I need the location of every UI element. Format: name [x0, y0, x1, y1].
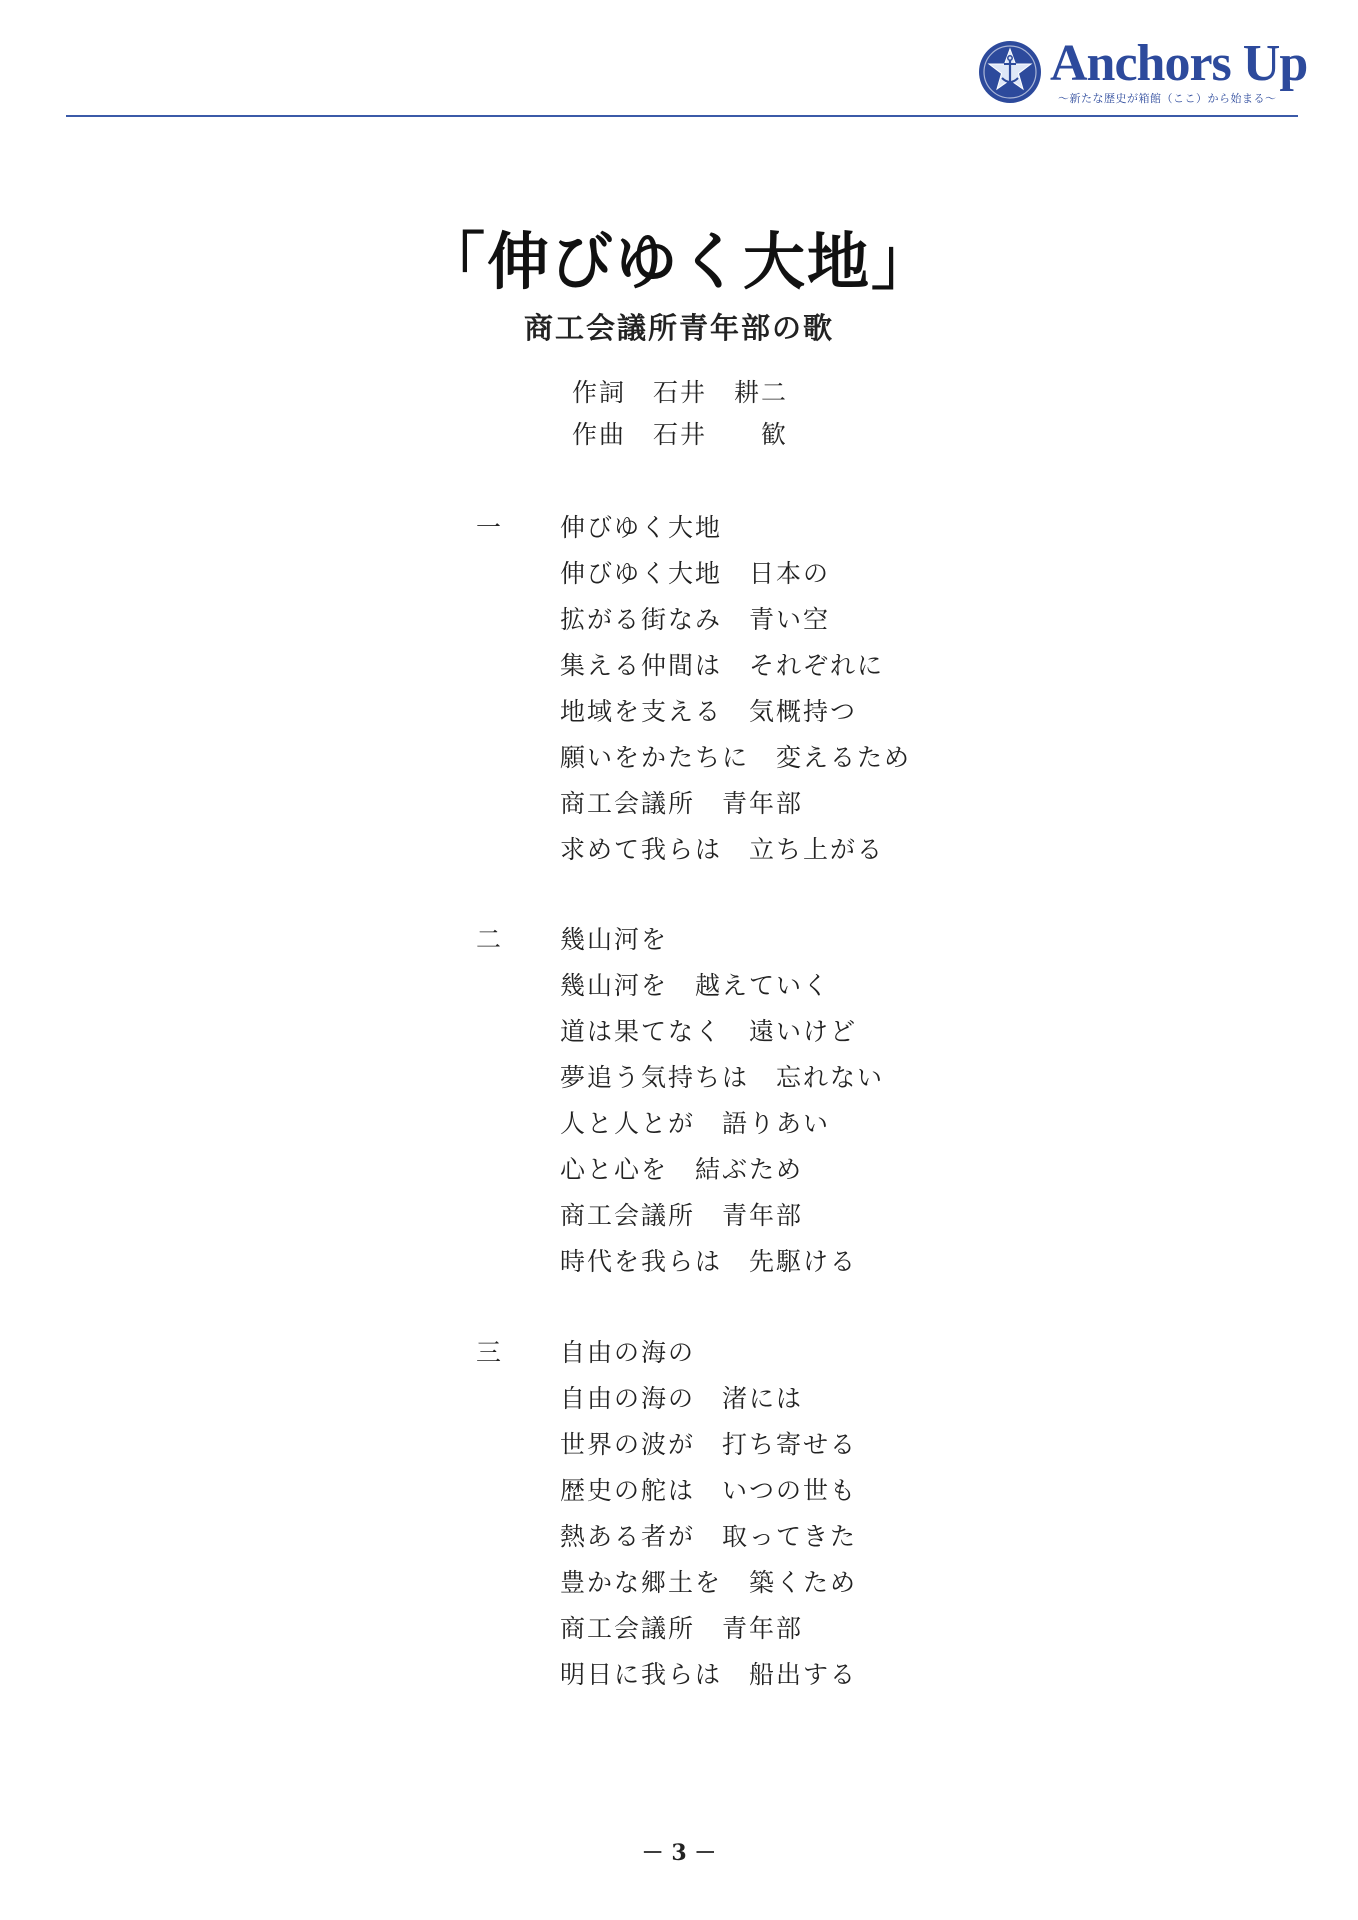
verse-number: 二: [476, 925, 502, 954]
lyric-line: 求めて我らは 立ち上がる: [560, 835, 885, 864]
lyric-line: 商工会議所 青年部: [560, 789, 804, 818]
lyric-line: 道は果てなく 遠いけど: [560, 1017, 858, 1046]
lyric-line: 心と心を 結ぶため: [560, 1155, 804, 1184]
anchor-star-emblem-icon: [978, 40, 1042, 104]
lyric-line: 伸びゆく大地: [560, 513, 723, 542]
logo-wordmark: Anchors Up: [1050, 35, 1308, 92]
lyric-line: 自由の海の: [560, 1338, 696, 1367]
lyric-line: 世界の波が 打ち寄せる: [560, 1430, 858, 1459]
page-number: － 3 －: [641, 1840, 717, 1866]
header-logo: [978, 35, 1308, 108]
lyric-line: 豊かな郷土を 築くため: [560, 1568, 858, 1597]
verse-number: 一: [476, 513, 502, 542]
lyric-line: 幾山河を 越えていく: [560, 971, 831, 1000]
lyric-line: 集える仲間は それぞれに: [560, 651, 885, 680]
lyric-line: 熱ある者が 取ってきた: [560, 1522, 858, 1551]
lyric-line: 時代を我らは 先駆ける: [560, 1247, 858, 1276]
lyric-line: 人と人とが 語りあい: [560, 1109, 831, 1138]
header-divider: [66, 115, 1298, 117]
verse-number: 三: [476, 1338, 502, 1367]
verse-lines: [560, 917, 884, 1285]
lyric-line: 明日に我らは 船出する: [560, 1660, 858, 1689]
lyric-line: 夢追う気持ちは 忘れない: [560, 1063, 885, 1092]
composer-credit: 作曲 石井 歓: [572, 420, 789, 449]
lyricist-credit: 作詞 石井 耕二: [572, 378, 789, 407]
lyric-line: 願いをかたちに 変えるため: [560, 743, 912, 772]
lyric-line: 地域を支える 気概持つ: [560, 697, 858, 726]
song-title: 「伸びゆく大地」: [422, 225, 935, 298]
credits: [572, 372, 788, 456]
song-subtitle: 商工会議所青年部の歌: [523, 311, 834, 345]
lyric-line: 自由の海の 渚には: [560, 1384, 804, 1413]
lyric-line: 歴史の舵は いつの世も: [560, 1476, 858, 1505]
verse-lines: [560, 505, 911, 873]
logo-tagline: ～新たな歴史が箱館（ここ）から始まる～: [1058, 92, 1277, 105]
lyric-line: 商工会議所 青年部: [560, 1614, 804, 1643]
lyric-line: 拡がる街なみ 青い空: [560, 605, 831, 634]
verse-lines: [560, 1330, 857, 1698]
lyric-line: 伸びゆく大地 日本の: [560, 559, 831, 588]
lyric-line: 幾山河を: [560, 925, 669, 954]
lyric-line: 商工会議所 青年部: [560, 1201, 804, 1230]
